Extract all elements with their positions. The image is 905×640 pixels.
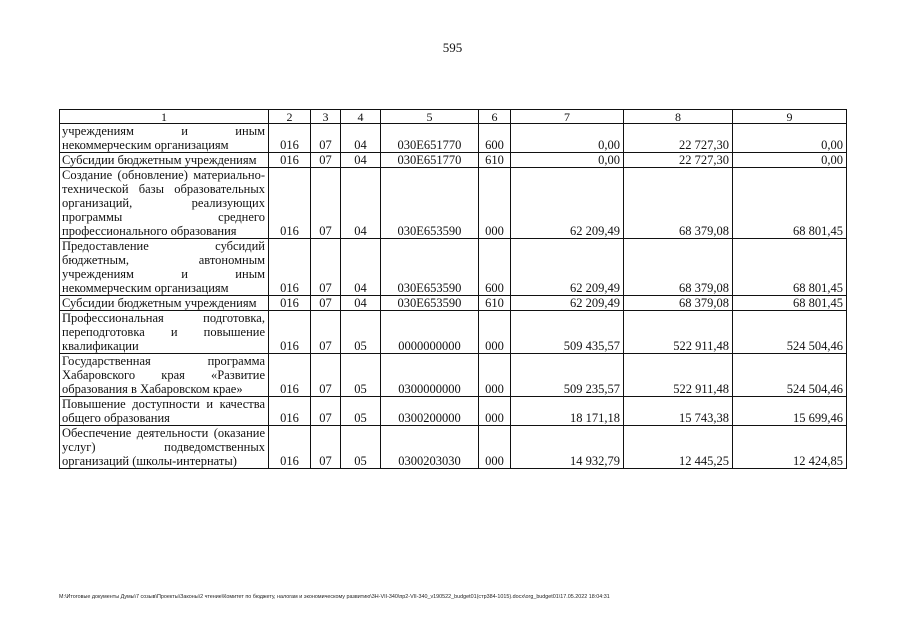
cell-ministry-code: 016 xyxy=(269,397,311,426)
cell-amount-col9: 0,00 xyxy=(733,153,847,168)
col-header-7: 7 xyxy=(511,110,624,124)
cell-target-article: 030E651770 xyxy=(381,124,479,153)
cell-target-article: 0300200000 xyxy=(381,397,479,426)
cell-expense-type: 000 xyxy=(479,426,511,469)
cell-amount-col7: 0,00 xyxy=(511,153,624,168)
cell-ministry-code: 016 xyxy=(269,426,311,469)
cell-section: 07 xyxy=(311,296,341,311)
col-header-8: 8 xyxy=(624,110,733,124)
cell-amount-col8: 22 727,30 xyxy=(624,153,733,168)
cell-amount-col9: 68 801,45 xyxy=(733,296,847,311)
cell-target-article: 0300203030 xyxy=(381,426,479,469)
cell-expense-type: 610 xyxy=(479,296,511,311)
cell-target-article: 030E653590 xyxy=(381,239,479,296)
footer-file-path: M:\Итоговые документы Думы\7 созыв\Проекты\Законы\2 чтение\Комитет по бюджету, налогам и экономическому развитию\3Н-VII-340\пр2-VII-340_v190522_budget01(стр384-1015).docx\org_budget01\17.05.2022 18:04:31 xyxy=(59,594,610,600)
cell-section: 07 xyxy=(311,124,341,153)
cell-subsection: 05 xyxy=(341,397,381,426)
cell-target-article: 030E653590 xyxy=(381,168,479,239)
cell-amount-col7: 62 209,49 xyxy=(511,296,624,311)
cell-ministry-code: 016 xyxy=(269,311,311,354)
row-name: Создание (обновление) материально-технической базы образовательных организаций, реализующих программы среднего профессионального образования xyxy=(60,168,269,239)
col-header-9: 9 xyxy=(733,110,847,124)
cell-section: 07 xyxy=(311,311,341,354)
cell-target-article: 0300000000 xyxy=(381,354,479,397)
cell-ministry-code: 016 xyxy=(269,239,311,296)
cell-section: 07 xyxy=(311,354,341,397)
cell-amount-col9: 15 699,46 xyxy=(733,397,847,426)
budget-table xyxy=(59,109,847,469)
cell-amount-col7: 62 209,49 xyxy=(511,168,624,239)
table-row xyxy=(60,239,847,296)
cell-section: 07 xyxy=(311,426,341,469)
cell-expense-type: 610 xyxy=(479,153,511,168)
cell-subsection: 05 xyxy=(341,311,381,354)
row-name: Профессиональная подготовка, переподготовка и повышение квалификации xyxy=(60,311,269,354)
header-row xyxy=(60,110,847,124)
cell-subsection: 05 xyxy=(341,426,381,469)
cell-ministry-code: 016 xyxy=(269,354,311,397)
cell-amount-col9: 524 504,46 xyxy=(733,354,847,397)
table-row xyxy=(60,426,847,469)
cell-ministry-code: 016 xyxy=(269,168,311,239)
table-row xyxy=(60,354,847,397)
cell-amount-col8: 68 379,08 xyxy=(624,168,733,239)
cell-target-article: 0000000000 xyxy=(381,311,479,354)
cell-amount-col8: 68 379,08 xyxy=(624,296,733,311)
cell-subsection: 04 xyxy=(341,124,381,153)
col-header-4: 4 xyxy=(341,110,381,124)
cell-amount-col7: 14 932,79 xyxy=(511,426,624,469)
table-row xyxy=(60,168,847,239)
cell-amount-col9: 68 801,45 xyxy=(733,239,847,296)
cell-amount-col8: 522 911,48 xyxy=(624,354,733,397)
cell-amount-col8: 522 911,48 xyxy=(624,311,733,354)
cell-amount-col8: 15 743,38 xyxy=(624,397,733,426)
cell-expense-type: 000 xyxy=(479,354,511,397)
cell-amount-col7: 62 209,49 xyxy=(511,239,624,296)
table-row xyxy=(60,296,847,311)
cell-ministry-code: 016 xyxy=(269,124,311,153)
cell-section: 07 xyxy=(311,168,341,239)
cell-subsection: 04 xyxy=(341,239,381,296)
cell-ministry-code: 016 xyxy=(269,296,311,311)
cell-amount-col9: 0,00 xyxy=(733,124,847,153)
cell-expense-type: 000 xyxy=(479,397,511,426)
cell-target-article: 030E651770 xyxy=(381,153,479,168)
cell-expense-type: 000 xyxy=(479,311,511,354)
cell-amount-col9: 524 504,46 xyxy=(733,311,847,354)
cell-section: 07 xyxy=(311,239,341,296)
cell-expense-type: 600 xyxy=(479,239,511,296)
col-header-3: 3 xyxy=(311,110,341,124)
cell-amount-col9: 12 424,85 xyxy=(733,426,847,469)
cell-subsection: 04 xyxy=(341,296,381,311)
cell-expense-type: 000 xyxy=(479,168,511,239)
table-row xyxy=(60,397,847,426)
table-row xyxy=(60,124,847,153)
row-name: учреждениям и иным некоммерческим организациям xyxy=(60,124,269,153)
row-name: Обеспечение деятельности (оказание услуг) подведомственных организаций (школы-интернаты) xyxy=(60,426,269,469)
table-row xyxy=(60,153,847,168)
page-number: 595 xyxy=(442,40,463,55)
col-header-1: 1 xyxy=(60,110,269,124)
cell-amount-col8: 22 727,30 xyxy=(624,124,733,153)
cell-section: 07 xyxy=(311,397,341,426)
cell-amount-col7: 18 171,18 xyxy=(511,397,624,426)
cell-amount-col9: 68 801,45 xyxy=(733,168,847,239)
cell-amount-col8: 68 379,08 xyxy=(624,239,733,296)
table-row xyxy=(60,311,847,354)
row-name: Субсидии бюджетным учреждениям xyxy=(60,153,269,168)
cell-ministry-code: 016 xyxy=(269,153,311,168)
cell-subsection: 05 xyxy=(341,354,381,397)
cell-expense-type: 600 xyxy=(479,124,511,153)
table-body xyxy=(60,124,847,469)
cell-target-article: 030E653590 xyxy=(381,296,479,311)
cell-subsection: 04 xyxy=(341,153,381,168)
col-header-5: 5 xyxy=(381,110,479,124)
col-header-2: 2 xyxy=(269,110,311,124)
col-header-6: 6 xyxy=(479,110,511,124)
cell-amount-col7: 0,00 xyxy=(511,124,624,153)
cell-section: 07 xyxy=(311,153,341,168)
row-name: Государственная программа Хабаровского края «Развитие образования в Хабаровском крае» xyxy=(60,354,269,397)
cell-amount-col7: 509 235,57 xyxy=(511,354,624,397)
row-name: Предоставление субсидий бюджетным, автономным учреждениям и иным некоммерческим организациям xyxy=(60,239,269,296)
cell-amount-col8: 12 445,25 xyxy=(624,426,733,469)
cell-amount-col7: 509 435,57 xyxy=(511,311,624,354)
cell-subsection: 04 xyxy=(341,168,381,239)
row-name: Повышение доступности и качества общего образования xyxy=(60,397,269,426)
row-name: Субсидии бюджетным учреждениям xyxy=(60,296,269,311)
